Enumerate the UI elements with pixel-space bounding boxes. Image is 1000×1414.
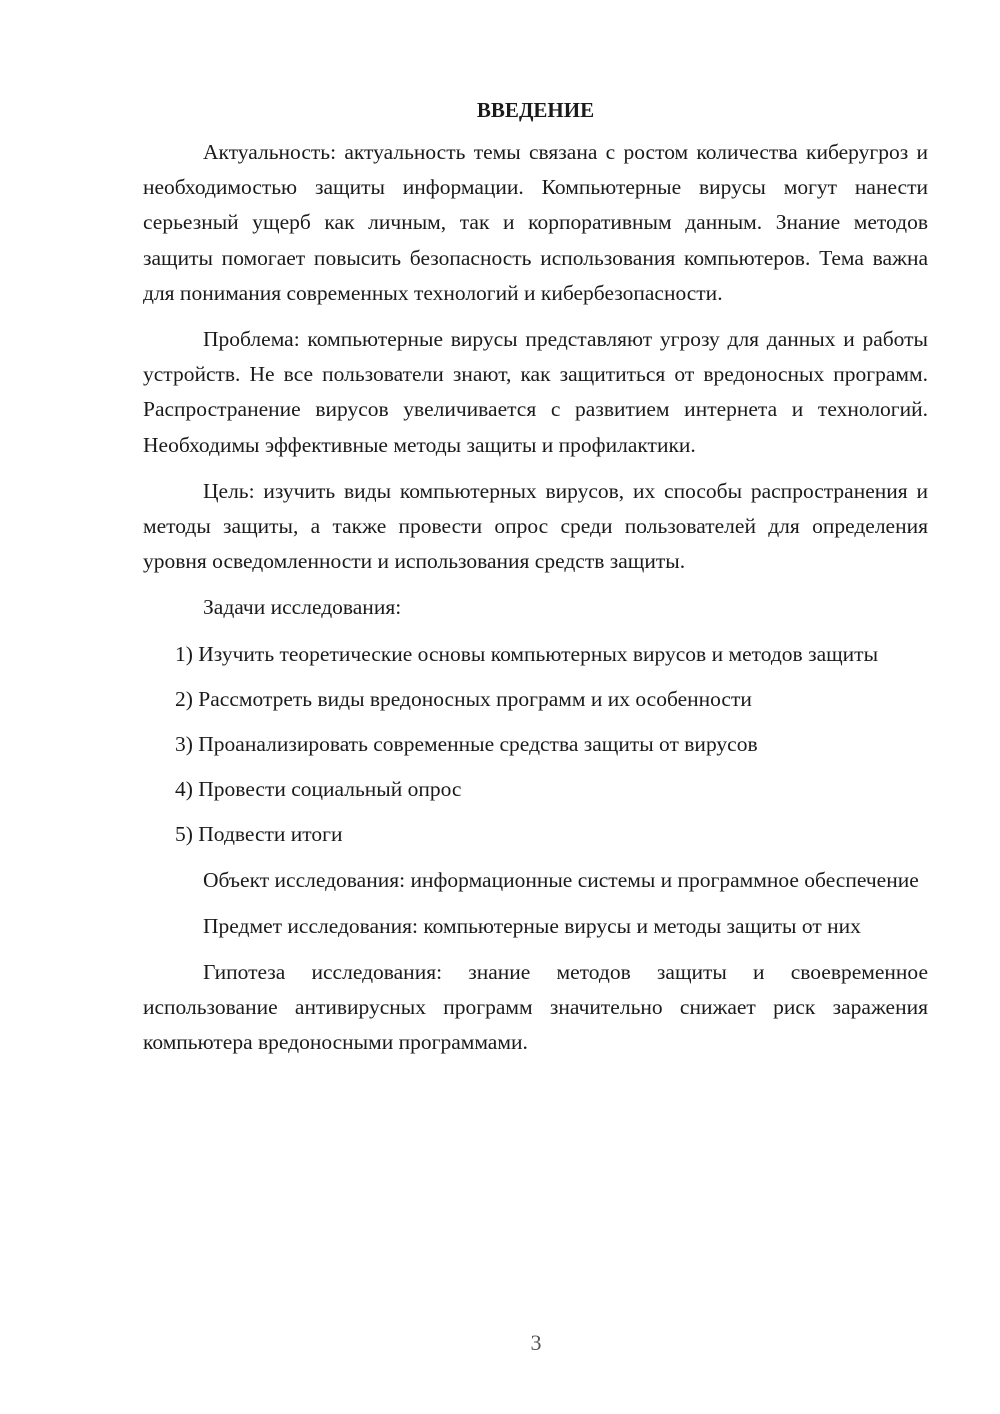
page-number: 3 — [530, 1330, 542, 1355]
list-item: 1) Изучить теоретические основы компьютерных вирусов и методов защиты — [175, 641, 879, 666]
list-item: 2) Рассмотреть виды вредоносных программ и их особенности — [175, 686, 752, 711]
problem-paragraph: Проблема: компьютерные вирусы представляют угрозу для данных и работы устройств. Не все пользователи знают, как защититься от вредоносных программ. Распространение вирусов увеличивается с развитием интернета и технологий. Необходимы эффективные методы защиты и профилактики. — [143, 327, 928, 457]
hypothesis-paragraph: Гипотеза исследования: знание методов защиты и своевременное использование антивирусных программ значительно снижает риск заражения компьютера вредоносными программами. — [143, 960, 928, 1055]
list-item: 3) Проанализировать современные средства защиты от вирусов — [175, 732, 758, 757]
page-title: ВВЕДЕНИЕ — [476, 98, 595, 122]
tasks-heading: Задачи исследования: — [203, 595, 402, 620]
relevance-paragraph: Актуальность: актуальность темы связана с ростом количества киберугроз и необходимостью защиты информации. Компьютерные вирусы могут нанести серьезный ущерб как личным, так и корпоративным данным. Знание методов защиты помогает повысить безопасность использования компьютеров. Тема важна для понимания современных технологий и кибербезопасности. — [143, 140, 928, 305]
goal-paragraph: Цель: изучить виды компьютерных вирусов, их способы распространения и методы защиты, а также провести опрос среди пользователей для определения уровня осведомленности и использования средств защиты. — [143, 478, 928, 574]
list-item: 4) Провести социальный опрос — [175, 777, 462, 802]
subject-paragraph: Предмет исследования: компьютерные вирусы и методы защиты от них — [203, 913, 861, 938]
list-item: 5) Подвести итоги — [175, 822, 343, 847]
document-body — [143, 93, 928, 1072]
tasks-list — [143, 637, 928, 853]
object-paragraph: Объект исследования: информационные системы и программное обеспечение — [203, 867, 919, 892]
